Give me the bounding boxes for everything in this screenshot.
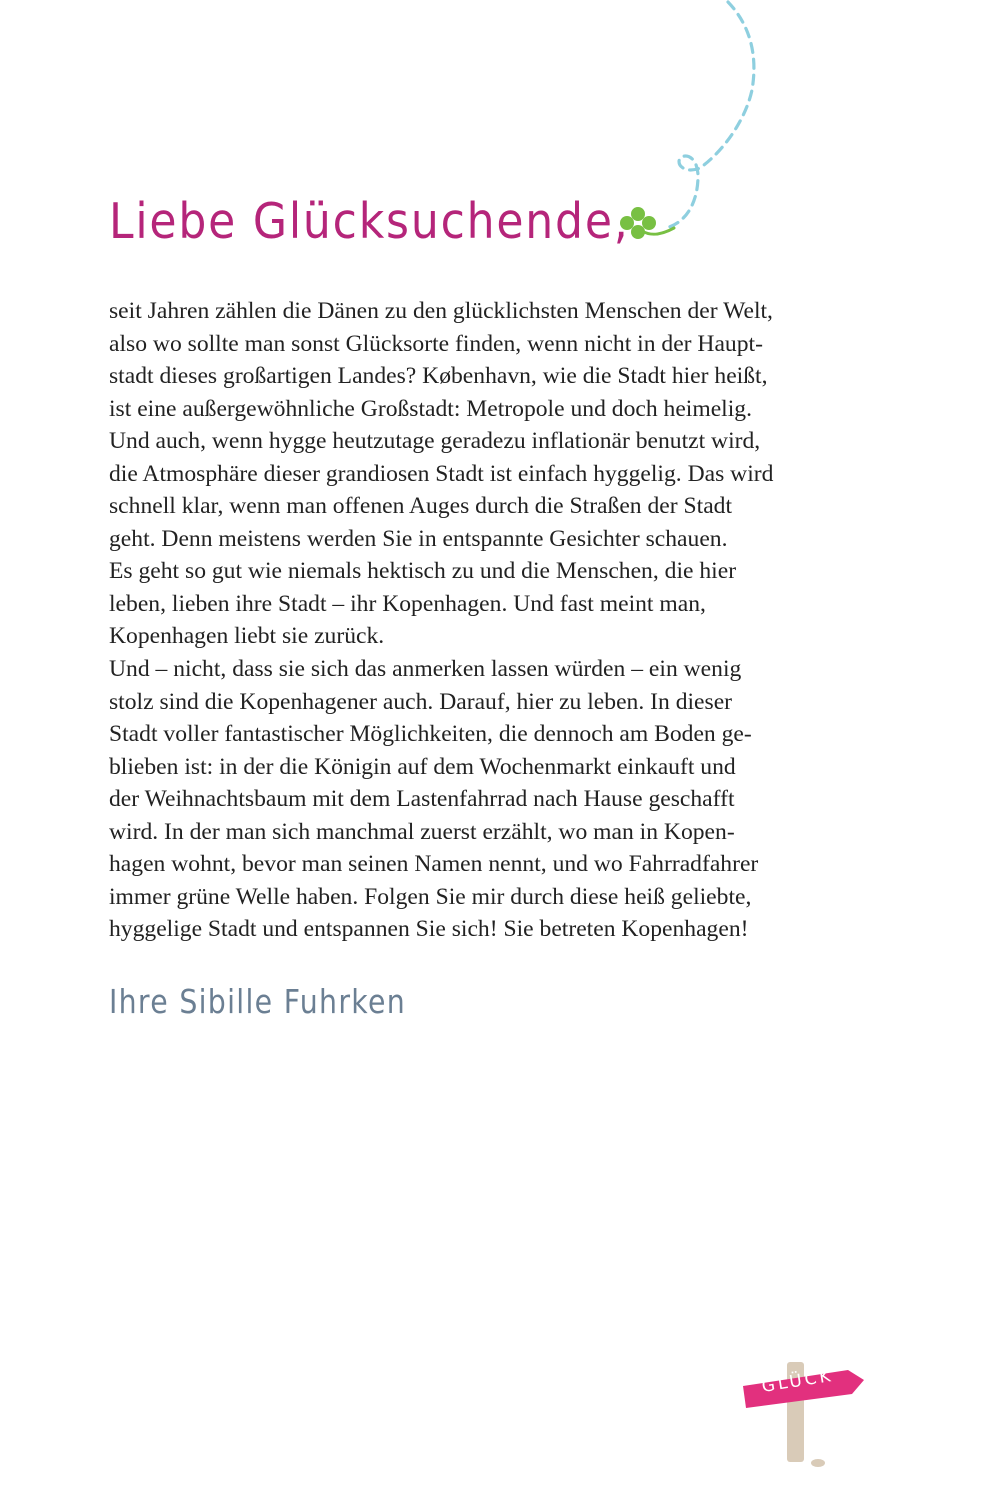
- letter-body: [109, 295, 869, 946]
- body-line: hyggelige Stadt und entspannen Sie sich! Sie betreten Kopenhagen!: [109, 916, 749, 943]
- body-line: Und – nicht, dass sie sich das anmerken lassen würden – ein wenig: [109, 656, 742, 683]
- body-line: geht. Denn meistens werden Sie in entspannte Gesichter schauen.: [109, 525, 728, 552]
- body-line: stolz sind die Kopenhagener auch. Darauf, hier zu leben. In dieser: [109, 688, 733, 715]
- body-line: schnell klar, wenn man offenen Auges durch die Straßen der Stadt: [109, 493, 733, 520]
- signature: Ihre Sibille Fuhrken: [109, 982, 407, 1021]
- body-line: Kopenhagen liebt sie zurück.: [109, 623, 385, 650]
- body-line: Es geht so gut wie niemals hektisch zu und die Menschen, die hier: [109, 558, 737, 585]
- body-line: immer grüne Welle haben. Folgen Sie mir durch diese heiß geliebte,: [109, 883, 752, 910]
- body-line: blieben ist: in der die Königin auf dem Wochenmarkt einkauft und: [109, 753, 736, 780]
- body-line: leben, lieben ihre Stadt – ihr Kopenhagen. Und fast meint man,: [109, 590, 706, 617]
- body-line: stadt dieses großartigen Landes? København, wie die Stadt hier heißt,: [109, 363, 768, 390]
- body-line: Stadt voller fantastischer Möglichkeiten, die dennoch am Boden ge-: [109, 721, 752, 748]
- greeting-heading: Liebe Glücksuchende,: [109, 193, 630, 250]
- body-line: die Atmosphäre dieser grandiosen Stadt ist einfach hyggelig. Das wird: [109, 460, 774, 487]
- body-line: hagen wohnt, bevor man seinen Namen nennt, und wo Fahrradfahrer: [109, 851, 759, 878]
- body-line: also wo sollte man sonst Glücksorte finden, wenn nicht in der Haupt-: [109, 330, 763, 357]
- body-line: Und auch, wenn hygge heutzutage geradezu inflationär benutzt wird,: [109, 428, 761, 455]
- signpost-label: GLÜCK: [760, 1365, 835, 1397]
- body-line: wird. In der man sich manchmal zuerst erzählt, wo man in Kopen-: [109, 818, 735, 845]
- body-line: ist eine außergewöhnliche Großstadt: Metropole und doch heimelig.: [109, 395, 752, 422]
- body-line: seit Jahren zählen die Dänen zu den glücklichsten Menschen der Welt,: [109, 298, 773, 324]
- body-line: der Weihnachtsbaum mit dem Lastenfahrrad nach Hause geschafft: [109, 786, 735, 813]
